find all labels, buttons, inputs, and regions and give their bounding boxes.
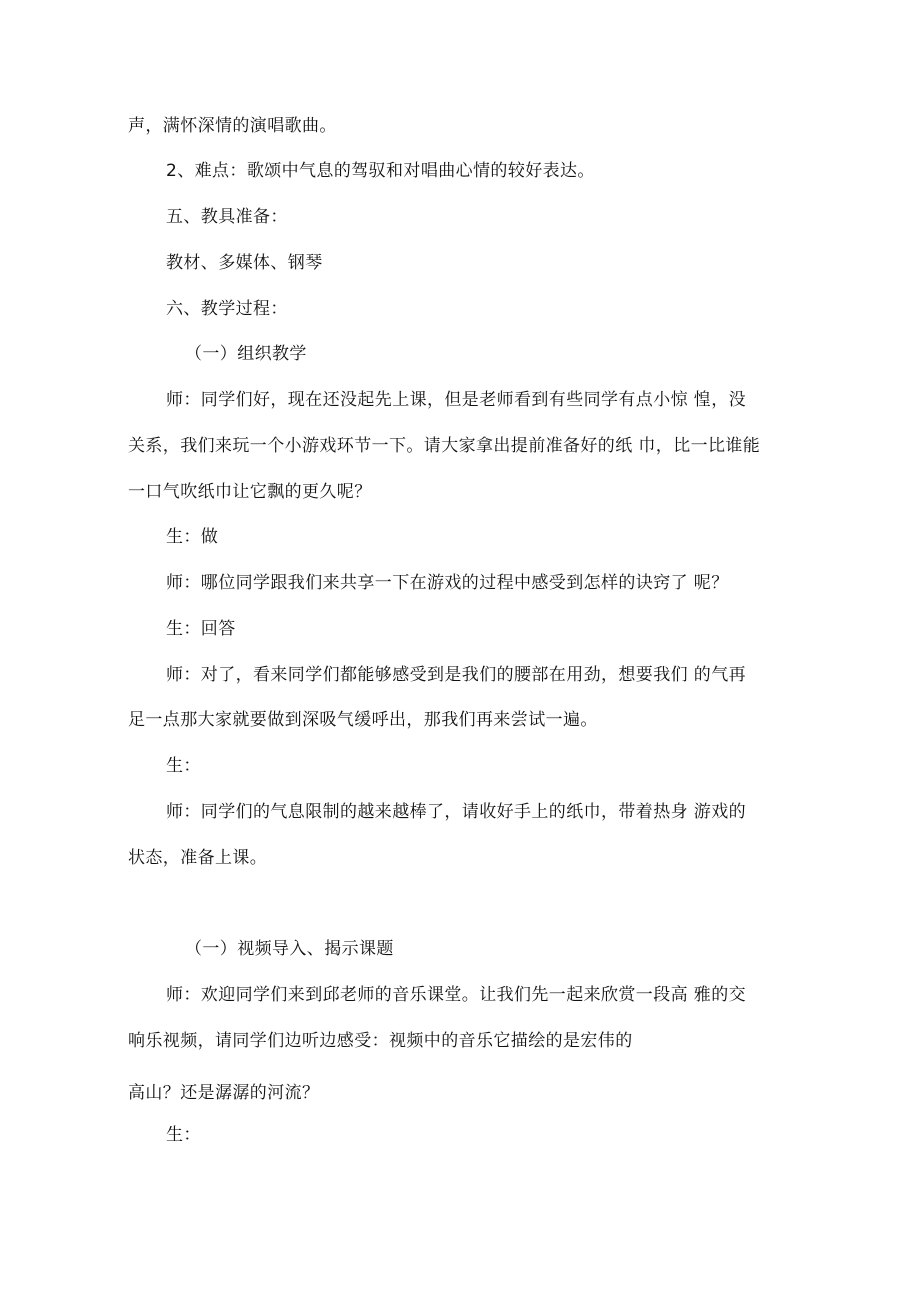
text-line: 生： — [166, 756, 201, 776]
text-line: 状态，准备上课。 — [128, 848, 268, 868]
text-line: 生：做 — [166, 527, 219, 547]
text-line: 师：同学们好，现在还没起先上课，但是老师看到有些同学有点小惊 惶，没 — [166, 390, 747, 410]
text-line: 生：回答 — [166, 619, 236, 639]
subsection-heading: （一）视频导入、揭示课题 — [185, 939, 394, 959]
text-line: 生： — [166, 1125, 201, 1145]
text-line: 师：欢迎同学们来到邱老师的音乐课堂。让我们先一起来欣赏一段高 雅的交 — [166, 985, 747, 1005]
section-heading: 六、教学过程： — [166, 299, 288, 319]
text-line: 师：对了，看来同学们都能够感受到是我们的腰部在用劲，想要我们 的气再 — [166, 665, 747, 685]
text-line: 响乐视频，请同学们边听边感受：视频中的音乐它描绘的是宏伟的 — [128, 1031, 633, 1051]
text-line: 关系，我们来玩一个小游戏环节一下。请大家拿出提前准备好的纸 巾，比一比谁能 — [128, 436, 761, 456]
text-line: 声，满怀深情的演唱歌曲。 — [128, 116, 337, 136]
text-line: 一口气吹纸巾让它飘的更久呢？ — [128, 482, 372, 502]
text-line: 师：哪位同学跟我们来共享一下在游戏的过程中感受到怎样的诀窍了 呢？ — [166, 573, 729, 593]
text-line: 高山？还是潺潺的河流？ — [128, 1083, 320, 1103]
text-line: 师：同学们的气息限制的越来越棒了，请收好手上的纸巾，带着热身 游戏的 — [166, 802, 747, 822]
text-line: 足一点那大家就要做到深吸气缓呼出，那我们再来尝试一遍。 — [128, 710, 598, 730]
section-heading: 五、教具准备： — [166, 207, 288, 227]
text-line: 2、难点：歌颂中气息的驾驭和对唱曲心情的较好表达。 — [166, 161, 595, 181]
subsection-heading: （一）组织教学 — [185, 344, 307, 364]
text-line: 教材、多媒体、钢琴 — [166, 253, 323, 273]
